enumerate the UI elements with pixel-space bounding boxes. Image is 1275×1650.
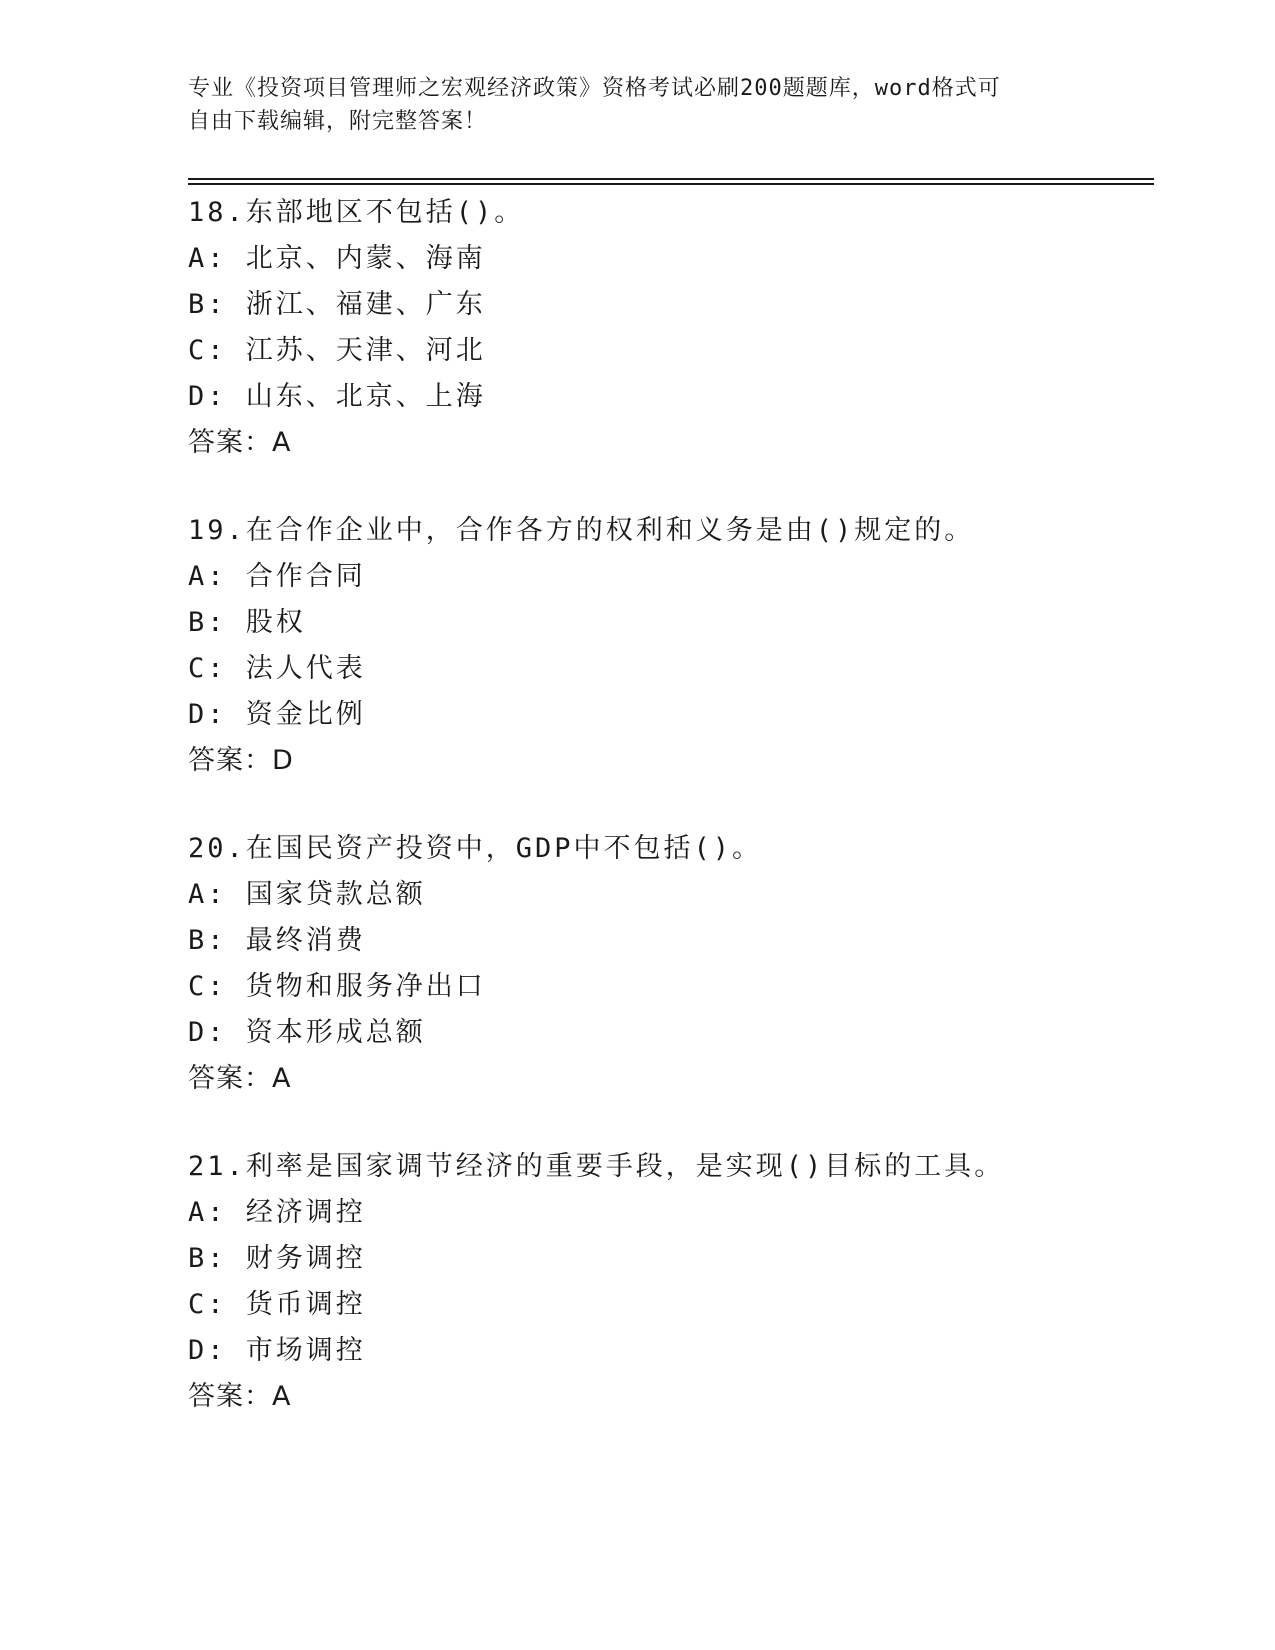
question-stem: 20.在国民资产投资中，GDP中不包括()。	[188, 833, 763, 864]
option-a: A: 合作合同	[188, 561, 366, 592]
header-divider-top	[188, 178, 1154, 180]
document-header	[188, 72, 1068, 138]
answer-line: 答案：D	[188, 745, 294, 776]
option-d: D: 市场调控	[188, 1335, 366, 1366]
question-stem: 18.东部地区不包括()。	[188, 197, 525, 228]
option-d: D: 山东、北京、上海	[188, 381, 486, 412]
option-a: A: 北京、内蒙、海南	[188, 243, 486, 274]
option-a: A: 国家贷款总额	[188, 879, 426, 910]
question-stem: 21.利率是国家调节经济的重要手段，是实现()目标的工具。	[188, 1151, 1005, 1182]
header-line-2: 自由下载编辑，附完整答案！	[188, 109, 488, 134]
question-stem: 19.在合作企业中，合作各方的权利和义务是由()规定的。	[188, 515, 975, 546]
option-a: A: 经济调控	[188, 1197, 366, 1228]
option-b: B: 财务调控	[188, 1243, 366, 1274]
question-20	[188, 826, 1154, 1144]
option-b: B: 股权	[188, 607, 306, 638]
option-c: C: 法人代表	[188, 653, 366, 684]
option-b: B: 浙江、福建、广东	[188, 289, 486, 320]
header-divider-bottom	[188, 183, 1154, 185]
option-c: C: 江苏、天津、河北	[188, 335, 486, 366]
answer-line: 答案：A	[188, 427, 292, 458]
option-d: D: 资本形成总额	[188, 1017, 426, 1048]
question-19	[188, 508, 1154, 826]
option-c: C: 货物和服务净出口	[188, 971, 486, 1002]
option-d: D: 资金比例	[188, 699, 366, 730]
question-18	[188, 190, 1154, 508]
answer-line: 答案：A	[188, 1381, 292, 1412]
question-list	[188, 190, 1154, 1462]
option-b: B: 最终消费	[188, 925, 366, 956]
option-c: C: 货币调控	[188, 1289, 366, 1320]
header-line-1: 专业《投资项目管理师之宏观经济政策》资格考试必刷200题题库，word格式可	[188, 76, 1001, 101]
question-21	[188, 1144, 1154, 1462]
answer-line: 答案：A	[188, 1063, 292, 1094]
